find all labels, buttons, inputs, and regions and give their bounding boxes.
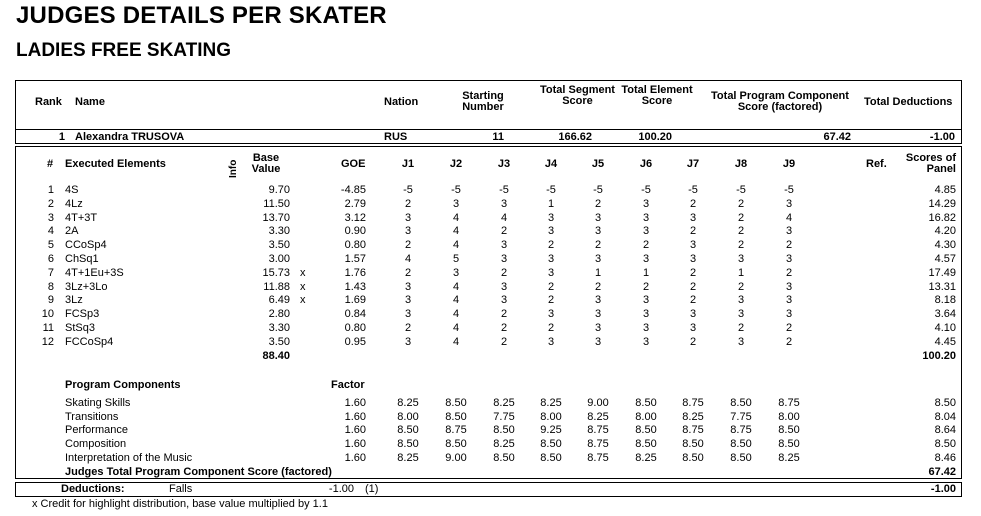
element-judge-score: 3 <box>547 335 555 348</box>
element-judge-score: 3 <box>689 253 697 265</box>
executed-elements-header: Executed Elements <box>65 158 166 170</box>
component-judge-score: 8.75 <box>587 424 609 437</box>
element-judge-score: -5 <box>451 184 461 196</box>
element-name: 4S <box>65 184 79 196</box>
element-base-value: 3.50 <box>268 335 290 348</box>
element-panel-score: 8.18 <box>934 294 956 307</box>
element-number: 10 <box>41 308 54 321</box>
pcs-total-label: Judges Total Program Component Score (factored) <box>65 466 332 478</box>
component-judge-score: 8.50 <box>635 397 657 409</box>
skater-nation: RUS <box>384 131 408 143</box>
name-header: Name <box>75 96 105 108</box>
component-judge-score: 8.25 <box>587 410 609 423</box>
component-judge-score: 8.50 <box>397 424 419 437</box>
skater-pcs: 67.42 <box>823 131 851 143</box>
judge-header-3: J3 <box>497 158 511 170</box>
deductions-total: -1.00 <box>930 483 956 495</box>
element-judge-score: 1 <box>642 266 650 279</box>
element-judge-score: 3 <box>404 335 412 348</box>
element-judge-score: 2 <box>737 225 745 238</box>
judge-header-1: J1 <box>401 158 415 170</box>
component-judge-score: 8.75 <box>730 424 752 437</box>
element-judge-score: 3 <box>642 308 650 321</box>
element-judge-score: 5 <box>452 253 460 265</box>
element-judge-score: 3 <box>689 322 697 334</box>
ref-header: Ref. <box>866 158 887 170</box>
element-judge-score: 3 <box>594 294 602 307</box>
element-name: 2A <box>65 225 79 238</box>
element-name: ChSq1 <box>65 253 99 265</box>
element-judge-score: 3 <box>404 211 412 224</box>
panel-header: Scores of Panel <box>905 152 956 175</box>
element-judge-score: 2 <box>737 211 745 224</box>
element-judge-score: 3 <box>785 308 793 321</box>
element-judge-score: 2 <box>404 322 412 334</box>
element-judge-score: 2 <box>547 280 555 293</box>
element-goe: 1.69 <box>344 294 366 307</box>
element-number: 12 <box>41 335 54 348</box>
element-goe: 0.84 <box>344 308 366 321</box>
element-panel-score: 4.57 <box>934 253 956 265</box>
component-judge-score: 8.50 <box>635 438 657 451</box>
element-judge-score: 3 <box>594 211 602 224</box>
element-judge-score: 3 <box>594 308 602 321</box>
element-judge-score: 1 <box>594 266 602 279</box>
component-judge-score: 7.75 <box>730 410 752 423</box>
element-judge-score: 3 <box>642 335 650 348</box>
skater-tes: 100.20 <box>638 131 672 143</box>
element-judge-score: 3 <box>547 211 555 224</box>
element-base-value: 3.30 <box>268 322 290 334</box>
pcs-header: Total Program Component Score (factored) <box>711 90 849 113</box>
element-judge-score: -5 <box>499 184 509 196</box>
component-judge-score: 8.50 <box>778 438 800 451</box>
element-judge-score: 3 <box>404 294 412 307</box>
element-goe: -4.85 <box>340 184 366 196</box>
component-judge-score: 9.00 <box>445 451 467 464</box>
element-judge-score: 2 <box>785 322 793 334</box>
component-panel-score: 8.64 <box>934 424 956 437</box>
element-judge-score: 1 <box>737 266 745 279</box>
component-judge-score: 8.50 <box>445 410 467 423</box>
element-judge-score: 3 <box>452 197 460 210</box>
element-judge-score: 3 <box>737 308 745 321</box>
element-judge-score: 2 <box>547 239 555 252</box>
component-judge-score: 8.25 <box>540 397 562 409</box>
element-judge-score: 3 <box>785 294 793 307</box>
element-judge-score: 3 <box>500 197 508 210</box>
component-judge-score: 8.50 <box>635 424 657 437</box>
element-base-value: 3.00 <box>268 253 290 265</box>
element-panel-score: 3.64 <box>934 308 956 321</box>
element-goe: 1.43 <box>344 280 366 293</box>
element-judge-score: 4 <box>404 253 412 265</box>
element-base-value: 15.73 <box>262 266 290 279</box>
element-base-value: 11.88 <box>263 280 290 293</box>
tss-header: Total Segment Score <box>540 84 615 107</box>
element-base-value: 9.70 <box>268 184 290 196</box>
component-judge-score: 8.50 <box>730 438 752 451</box>
component-judge-score: 9.00 <box>587 397 609 409</box>
element-name: FCSp3 <box>65 308 100 321</box>
judge-header-8: J8 <box>734 158 748 170</box>
component-panel-score: 8.50 <box>934 397 956 409</box>
element-number: 9 <box>47 294 54 307</box>
skater-starting-number: 11 <box>492 131 504 143</box>
program-components-header: Program Components <box>65 379 181 391</box>
element-judge-score: 4 <box>452 239 460 252</box>
factor-header: Factor <box>331 379 365 391</box>
element-judge-score: 4 <box>452 335 460 348</box>
element-judge-score: 3 <box>737 335 745 348</box>
element-judge-score: -5 <box>736 184 746 196</box>
element-panel-score: 4.30 <box>934 239 956 252</box>
component-factor: 1.60 <box>344 410 366 423</box>
judge-header-7: J7 <box>686 158 700 170</box>
pcs-total: 67.42 <box>928 466 956 478</box>
component-panel-score: 8.46 <box>934 451 956 464</box>
element-judge-score: 3 <box>785 197 793 210</box>
component-judge-score: 7.75 <box>493 410 515 423</box>
element-goe: 0.95 <box>344 335 366 348</box>
element-judge-score: 3 <box>500 253 508 265</box>
element-highlight-mark: x <box>300 280 306 293</box>
skater-name: Alexandra TRUSOVA <box>75 131 185 143</box>
element-base-value: 11.50 <box>263 197 290 210</box>
element-judge-score: -5 <box>784 184 794 196</box>
element-name: 4T+1Eu+3S <box>65 266 124 279</box>
component-judge-score: 8.75 <box>445 424 467 437</box>
element-judge-score: -5 <box>688 184 698 196</box>
element-judge-score: 2 <box>404 266 412 279</box>
element-judge-score: 2 <box>547 294 555 307</box>
tes-header: Total Element Score <box>621 84 693 107</box>
element-panel-score: 17.49 <box>928 266 956 279</box>
component-name: Transitions <box>65 410 119 423</box>
element-panel-score: 14.29 <box>928 197 956 210</box>
element-base-value: 2.80 <box>268 308 290 321</box>
element-name: 3Lz+3Lo <box>65 280 108 293</box>
component-judge-score: 9.25 <box>540 424 562 437</box>
element-judge-score: 2 <box>689 197 697 210</box>
element-base-value: 3.50 <box>268 239 290 252</box>
component-judge-score: 8.50 <box>682 451 704 464</box>
element-judge-score: 3 <box>594 322 602 334</box>
component-judge-score: 8.50 <box>682 438 704 451</box>
component-judge-score: 8.75 <box>587 438 609 451</box>
element-panel-score: 4.45 <box>934 335 956 348</box>
judge-header-5: J5 <box>591 158 605 170</box>
base-value-header: Base Value <box>251 152 281 175</box>
element-judge-score: 4 <box>785 211 793 224</box>
component-judge-score: 8.50 <box>445 438 467 451</box>
element-judge-score: 3 <box>642 294 650 307</box>
element-number: 3 <box>47 211 54 224</box>
element-judge-score: 2 <box>689 225 697 238</box>
element-judge-score: 2 <box>737 239 745 252</box>
deduction-count: (1) <box>365 483 379 495</box>
element-panel-score: 4.10 <box>934 322 956 334</box>
element-judge-score: 4 <box>500 211 508 224</box>
element-judge-score: 4 <box>452 211 460 224</box>
element-goe: 0.80 <box>344 322 366 334</box>
skater-tss: 166.62 <box>558 131 592 143</box>
component-judge-score: 8.00 <box>397 410 419 423</box>
component-judge-score: 8.25 <box>397 397 419 409</box>
element-goe: 3.12 <box>344 211 366 224</box>
element-judge-score: 3 <box>404 225 412 238</box>
deduction-value: -1.00 <box>328 483 354 495</box>
page-title: JUDGES DETAILS PER SKATER <box>16 2 387 29</box>
element-judge-score: 4 <box>452 322 460 334</box>
component-judge-score: 8.25 <box>493 397 515 409</box>
element-base-value: 3.30 <box>268 225 290 238</box>
component-judge-score: 8.25 <box>397 451 419 464</box>
element-number: 2 <box>47 197 54 210</box>
element-judge-score: 2 <box>404 197 412 210</box>
element-panel-score: 13.31 <box>928 280 956 293</box>
element-judge-score: 1 <box>547 197 555 210</box>
starting-number-header: Starting Number <box>462 90 504 113</box>
component-name: Performance <box>65 424 128 437</box>
element-judge-score: 3 <box>737 253 745 265</box>
element-goe: 0.80 <box>344 239 366 252</box>
component-judge-score: 8.75 <box>682 397 704 409</box>
element-judge-score: 4 <box>452 280 460 293</box>
element-judge-score: 3 <box>547 266 555 279</box>
element-goe: 2.79 <box>344 197 366 210</box>
element-judge-score: 3 <box>689 211 697 224</box>
element-judge-score: 2 <box>500 225 508 238</box>
element-goe: 1.57 <box>344 253 366 265</box>
component-judge-score: 8.50 <box>397 438 419 451</box>
element-judge-score: 2 <box>737 322 745 334</box>
element-judge-score: 4 <box>452 225 460 238</box>
footnote: x Credit for highlight distribution, base value multiplied by 1.1 <box>32 498 328 510</box>
element-judge-score: 3 <box>594 225 602 238</box>
element-judge-score: 3 <box>547 308 555 321</box>
skater-deductions: -1.00 <box>929 131 955 143</box>
skater-rank: 1 <box>58 131 65 143</box>
component-judge-score: 8.50 <box>493 424 515 437</box>
element-number: 8 <box>47 280 54 293</box>
component-judge-score: 8.50 <box>445 397 467 409</box>
component-judge-score: 8.50 <box>493 451 515 464</box>
deduction-type: Falls <box>169 483 193 495</box>
element-name: CCoSp4 <box>65 239 107 252</box>
element-highlight-mark: x <box>300 266 306 279</box>
deductions-header: Total Deductions <box>864 96 953 108</box>
component-judge-score: 8.75 <box>778 397 800 409</box>
element-goe: 1.76 <box>344 266 366 279</box>
component-name: Skating Skills <box>65 397 131 409</box>
element-number: 7 <box>47 266 54 279</box>
judge-header-6: J6 <box>639 158 653 170</box>
element-judge-score: 3 <box>500 239 508 252</box>
element-judge-score: 3 <box>547 225 555 238</box>
panel-total: 100.20 <box>922 350 956 362</box>
element-judge-score: 2 <box>689 280 697 293</box>
nation-header: Nation <box>384 96 419 108</box>
element-judge-score: 3 <box>404 308 412 321</box>
component-judge-score: 8.25 <box>682 410 704 423</box>
judge-header-2: J2 <box>449 158 463 170</box>
element-judge-score: 2 <box>642 239 650 252</box>
element-goe: 0.90 <box>344 225 366 238</box>
component-judge-score: 8.00 <box>635 410 657 423</box>
element-judge-score: 2 <box>547 322 555 334</box>
element-judge-score: 2 <box>689 335 697 348</box>
component-factor: 1.60 <box>344 438 366 451</box>
num-header: # <box>47 158 54 170</box>
element-judge-score: 2 <box>594 197 602 210</box>
element-judge-score: 2 <box>594 239 602 252</box>
element-judge-score: 2 <box>785 335 793 348</box>
element-number: 4 <box>47 225 54 238</box>
component-judge-score: 8.50 <box>540 438 562 451</box>
element-judge-score: 2 <box>689 294 697 307</box>
component-panel-score: 8.50 <box>934 438 956 451</box>
summary-divider <box>15 129 962 130</box>
element-judge-score: 2 <box>737 280 745 293</box>
component-judge-score: 8.25 <box>635 451 657 464</box>
element-base-value: 13.70 <box>262 211 290 224</box>
element-panel-score: 4.20 <box>934 225 956 238</box>
element-judge-score: 3 <box>785 280 793 293</box>
element-panel-score: 4.85 <box>934 184 956 196</box>
element-judge-score: 2 <box>500 308 508 321</box>
element-judge-score: 2 <box>642 280 650 293</box>
component-factor: 1.60 <box>344 397 366 409</box>
base-value-total: 88.40 <box>262 350 290 362</box>
element-base-value: 6.49 <box>268 294 290 307</box>
element-judge-score: 3 <box>642 197 650 210</box>
component-judge-score: 8.50 <box>730 451 752 464</box>
component-judge-score: 8.00 <box>540 410 562 423</box>
element-judge-score: 2 <box>785 239 793 252</box>
element-judge-score: -5 <box>641 184 651 196</box>
rank-header: Rank <box>35 96 62 108</box>
element-judge-score: 3 <box>404 280 412 293</box>
element-number: 1 <box>47 184 54 196</box>
element-judge-score: 3 <box>785 225 793 238</box>
component-panel-score: 8.04 <box>934 410 956 423</box>
component-judge-score: 8.50 <box>540 451 562 464</box>
component-judge-score: 8.75 <box>682 424 704 437</box>
element-judge-score: 2 <box>594 280 602 293</box>
element-judge-score: 3 <box>452 266 460 279</box>
element-number: 6 <box>47 253 54 265</box>
page-subtitle: LADIES FREE SKATING <box>16 40 231 61</box>
deductions-label: Deductions: <box>61 483 125 495</box>
goe-header: GOE <box>341 158 366 170</box>
element-name: StSq3 <box>65 322 95 334</box>
element-judge-score: -5 <box>593 184 603 196</box>
component-judge-score: 8.50 <box>730 397 752 409</box>
element-name: 4T+3T <box>65 211 98 224</box>
element-judge-score: 4 <box>452 308 460 321</box>
judge-header-9: J9 <box>782 158 796 170</box>
element-name: FCCoSp4 <box>65 335 114 348</box>
element-judge-score: 3 <box>689 308 697 321</box>
deductions-box <box>15 482 962 497</box>
element-panel-score: 16.82 <box>928 211 956 224</box>
element-judge-score: 3 <box>594 253 602 265</box>
element-judge-score: 3 <box>689 239 697 252</box>
element-number: 5 <box>47 239 54 252</box>
element-judge-score: 3 <box>785 253 793 265</box>
component-judge-score: 8.00 <box>778 410 800 423</box>
element-name: 3Lz <box>65 294 83 307</box>
component-judge-score: 8.75 <box>587 451 609 464</box>
component-judge-score: 8.25 <box>493 438 515 451</box>
element-highlight-mark: x <box>300 294 306 307</box>
element-judge-score: -5 <box>546 184 556 196</box>
component-name: Interpretation of the Music <box>65 451 193 464</box>
component-judge-score: 8.25 <box>778 451 800 464</box>
component-judge-score: 8.50 <box>778 424 800 437</box>
element-judge-score: 3 <box>547 253 555 265</box>
element-judge-score: 4 <box>452 294 460 307</box>
element-judge-score: 3 <box>642 322 650 334</box>
element-judge-score: 2 <box>785 266 793 279</box>
component-name: Composition <box>65 438 127 451</box>
element-judge-score: 2 <box>689 266 697 279</box>
element-judge-score: 3 <box>500 294 508 307</box>
element-judge-score: 2 <box>500 322 508 334</box>
info-header: Info <box>228 159 239 178</box>
element-judge-score: -5 <box>403 184 413 196</box>
component-factor: 1.60 <box>344 424 366 437</box>
component-factor: 1.60 <box>344 451 366 464</box>
element-judge-score: 3 <box>737 294 745 307</box>
element-judge-score: 3 <box>594 335 602 348</box>
element-judge-score: 2 <box>737 197 745 210</box>
element-judge-score: 3 <box>642 253 650 265</box>
element-number: 11 <box>42 322 54 334</box>
element-judge-score: 3 <box>642 211 650 224</box>
element-judge-score: 2 <box>500 266 508 279</box>
element-name: 4Lz <box>65 197 83 210</box>
element-judge-score: 2 <box>404 239 412 252</box>
element-judge-score: 2 <box>500 335 508 348</box>
judge-header-4: J4 <box>544 158 558 170</box>
element-judge-score: 3 <box>642 225 650 238</box>
element-judge-score: 3 <box>500 280 508 293</box>
